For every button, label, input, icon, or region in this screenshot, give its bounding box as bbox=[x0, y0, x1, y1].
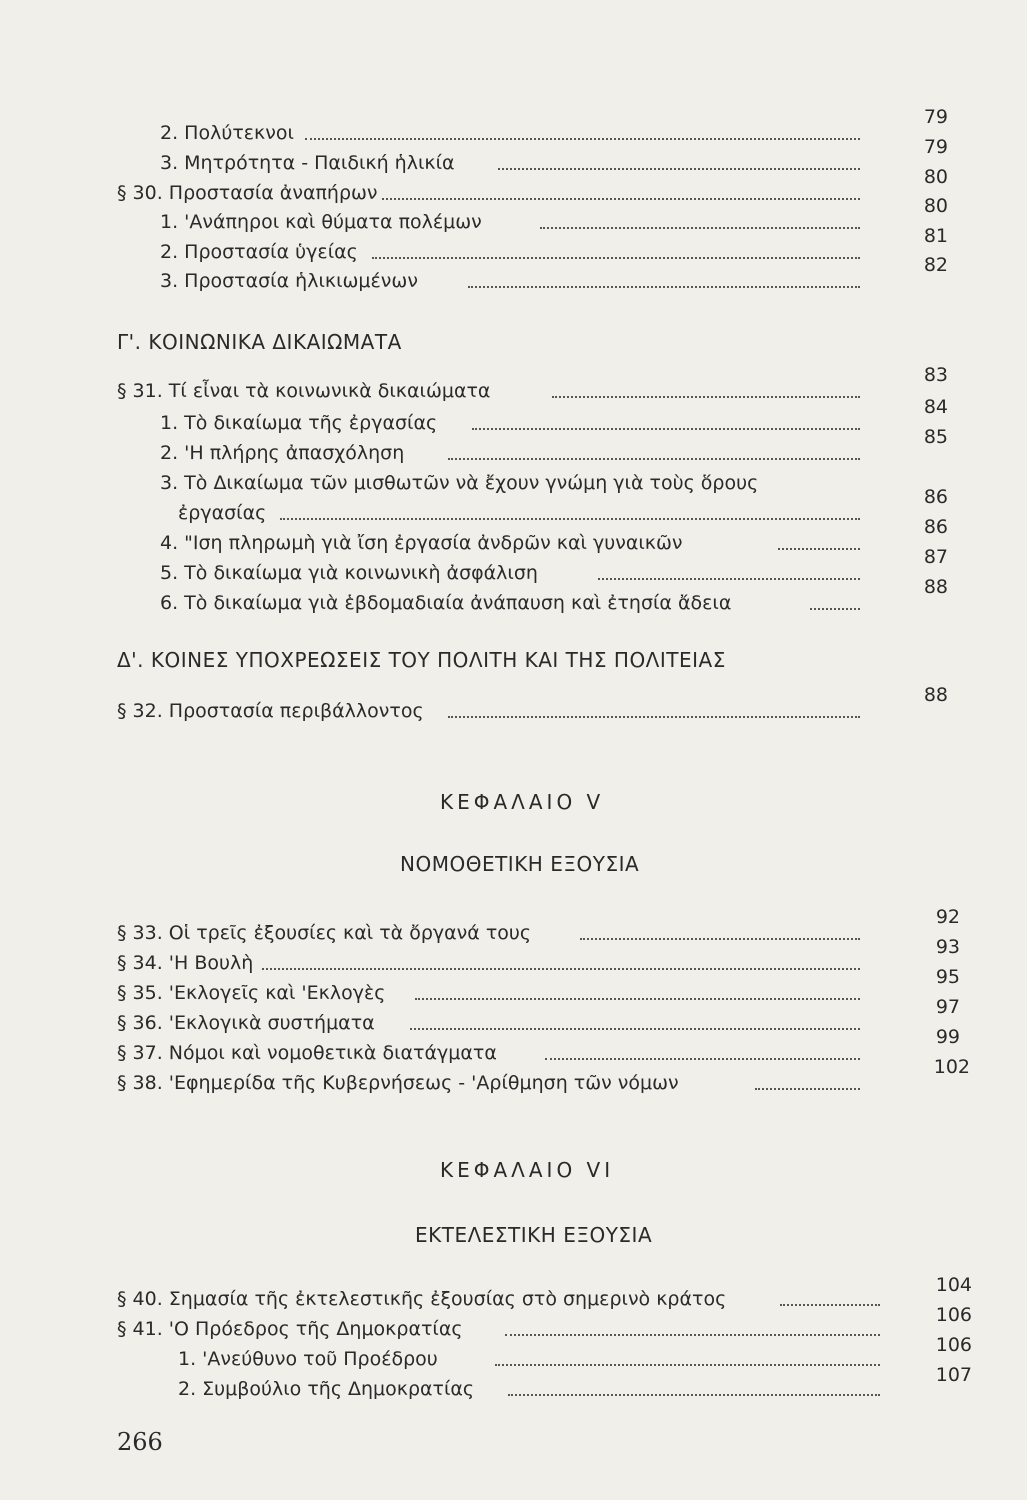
toc-entry bbox=[0, 936, 1027, 978]
chapter-title: ΚΕΦΑΛΑΙΟ VI bbox=[440, 1158, 615, 1182]
toc-entry bbox=[0, 225, 1027, 267]
page-number: 102 bbox=[933, 1056, 970, 1078]
dot-leader bbox=[262, 968, 860, 970]
toc-entry bbox=[0, 254, 1027, 296]
section-heading: Δ'. ΚΟΙΝΕΣ ΥΠΟΧΡΕΩΣΕΙΣ ΤΟΥ ΠΟΛΙΤΗ ΚΑΙ ΤΗΣ ΠΟΛΙΤΕΙΑΣ bbox=[117, 648, 726, 672]
page-number: 84 bbox=[923, 396, 948, 418]
entry-label: § 32. Προστασία περιβάλλοντος bbox=[117, 700, 424, 722]
page-number: 88 bbox=[923, 576, 948, 598]
entry-label: 1. 'Ανάπηροι καὶ θύματα πολέμων bbox=[160, 211, 482, 233]
toc-entry bbox=[0, 195, 1027, 237]
toc-entry bbox=[0, 1274, 1027, 1314]
entry-label: 3. Τὸ Δικαίωμα τῶν μισθωτῶν νὰ ἔχουν γνώμη γιὰ τοὺς ὅρους bbox=[160, 472, 759, 494]
dot-leader bbox=[280, 518, 860, 520]
entry-label: § 33. Οἱ τρεῖς ἐξουσίες καὶ τὰ ὄργανά τους bbox=[117, 922, 532, 944]
page-number: 92 bbox=[935, 906, 960, 928]
entry-label: § 36. 'Εκλογικὰ συστήματα bbox=[117, 1012, 375, 1034]
entry-label: § 37. Νόμοι καὶ νομοθετικὰ διατάγματα bbox=[117, 1042, 497, 1064]
dot-leader bbox=[755, 1088, 860, 1090]
dot-leader bbox=[472, 428, 860, 430]
dot-leader bbox=[372, 257, 860, 259]
toc-entry bbox=[0, 546, 1027, 588]
dot-leader bbox=[780, 1304, 880, 1306]
dot-leader bbox=[552, 396, 860, 398]
dot-leader bbox=[448, 458, 860, 460]
entry-label: 2. Πολύτεκνοι bbox=[160, 122, 294, 144]
page-number: 95 bbox=[935, 966, 960, 988]
toc-entry bbox=[0, 684, 1027, 726]
entry-label: § 31. Τί εἶναι τὰ κοινωνικὰ δικαιώματα bbox=[117, 380, 491, 402]
page-number: 97 bbox=[935, 996, 960, 1018]
toc-entry bbox=[0, 966, 1027, 1008]
toc-entry bbox=[0, 516, 1027, 558]
entry-label: 2. Προστασία ὑγείας bbox=[160, 241, 358, 263]
page-folio: 266 bbox=[117, 1428, 163, 1456]
page-number: 88 bbox=[923, 684, 948, 706]
dot-leader bbox=[305, 138, 860, 140]
toc-entry bbox=[0, 576, 1027, 618]
page-number: 80 bbox=[923, 195, 948, 217]
entry-label: ἐργασίας bbox=[178, 502, 267, 524]
dot-leader bbox=[382, 198, 860, 200]
entry-label: 2. Συμβούλιο τῆς Δημοκρατίας bbox=[178, 1378, 475, 1400]
page-number: 106 bbox=[935, 1304, 972, 1326]
toc-entry bbox=[0, 906, 1027, 948]
page-number: 86 bbox=[923, 486, 948, 508]
page-number: 80 bbox=[923, 166, 948, 188]
entry-label: § 40. Σημασία τῆς ἐκτελεστικῆς ἐξουσίας στὸ σημερινὸ κράτος bbox=[117, 1288, 727, 1310]
toc-entry bbox=[0, 364, 1027, 406]
page-number: 106 bbox=[935, 1334, 972, 1356]
page-number: 81 bbox=[923, 225, 948, 247]
page-number: 85 bbox=[923, 426, 948, 448]
page-number: 99 bbox=[935, 1026, 960, 1048]
dot-leader bbox=[498, 168, 860, 170]
page-number: 107 bbox=[935, 1364, 972, 1386]
dot-leader bbox=[505, 1334, 880, 1336]
toc-entry bbox=[0, 106, 1027, 148]
entry-label: § 35. 'Εκλογεῖς καὶ 'Εκλογὲς bbox=[117, 982, 386, 1004]
page-number: 79 bbox=[923, 136, 948, 158]
dot-leader bbox=[580, 938, 860, 940]
toc-entry bbox=[0, 426, 1027, 468]
page-number: 86 bbox=[923, 516, 948, 538]
entry-label: § 41. 'Ο Πρόεδρος τῆς Δημοκρατίας bbox=[117, 1318, 463, 1340]
entry-label: 2. 'Η πλήρης ἀπασχόληση bbox=[160, 442, 405, 464]
toc-entry bbox=[0, 1334, 1027, 1374]
toc-entry bbox=[0, 136, 1027, 178]
page-number: 83 bbox=[923, 364, 948, 386]
dot-leader bbox=[448, 716, 860, 718]
chapter-title: ΚΕΦΑΛΑΙΟ V bbox=[440, 790, 605, 814]
entry-label: § 30. Προστασία ἀναπήρων bbox=[117, 182, 378, 204]
dot-leader bbox=[810, 608, 860, 610]
page-number: 82 bbox=[923, 254, 948, 276]
page-number: 93 bbox=[935, 936, 960, 958]
dot-leader bbox=[495, 1364, 880, 1366]
page-number: 79 bbox=[923, 106, 948, 128]
entry-label: 1. Τὸ δικαίωμα τῆς ἐργασίας bbox=[160, 412, 438, 434]
dot-leader bbox=[598, 578, 860, 580]
entry-label: § 38. 'Εφημερίδα τῆς Κυβερνήσεως - 'Αρίθμηση τῶν νόμων bbox=[117, 1072, 679, 1094]
page-number: 87 bbox=[923, 546, 948, 568]
toc-entry bbox=[0, 1364, 1027, 1404]
dot-leader bbox=[778, 548, 860, 550]
dot-leader bbox=[415, 998, 860, 1000]
entry-label: 6. Τὸ δικαίωμα γιὰ ἑβδομαδιαία ἀνάπαυση καὶ ἐτησία ἄδεια bbox=[160, 592, 732, 614]
dot-leader bbox=[508, 1394, 880, 1396]
toc-entry bbox=[0, 486, 1027, 528]
dot-leader bbox=[410, 1028, 860, 1030]
entry-label: 3. Μητρότητα - Παιδική ἡλικία bbox=[160, 152, 455, 174]
toc-entry bbox=[0, 396, 1027, 438]
section-heading: ΝΟΜΟΘΕΤΙΚΗ ΕΞΟΥΣΙΑ bbox=[400, 852, 640, 876]
dot-leader bbox=[468, 286, 860, 288]
dot-leader bbox=[540, 227, 860, 229]
toc-entry bbox=[0, 1304, 1027, 1344]
page-number: 104 bbox=[935, 1274, 972, 1296]
entry-label: 3. Προστασία ἡλικιωμένων bbox=[160, 270, 418, 292]
toc-entry bbox=[0, 996, 1027, 1038]
toc-entry bbox=[0, 1026, 1027, 1068]
entry-label: 4. "Ιση πληρωμὴ γιὰ ἴση ἐργασία ἀνδρῶν καὶ γυναικῶν bbox=[160, 532, 683, 554]
entry-label: § 34. 'Η Βουλὴ bbox=[117, 952, 254, 974]
toc-entry bbox=[0, 1056, 1027, 1098]
dot-leader bbox=[545, 1058, 860, 1060]
section-heading: ΕΚΤΕΛΕΣΤΙΚΗ ΕΞΟΥΣΙΑ bbox=[415, 1223, 653, 1247]
section-heading: Γ'. ΚΟΙΝΩΝΙΚΑ ΔΙΚΑΙΩΜΑΤΑ bbox=[117, 330, 402, 354]
toc-entry bbox=[0, 468, 1027, 498]
entry-label: 1. 'Ανεύθυνο τοῦ Προέδρου bbox=[178, 1348, 438, 1370]
toc-entry bbox=[0, 166, 1027, 208]
entry-label: 5. Τὸ δικαίωμα γιὰ κοινωνικὴ ἀσφάλιση bbox=[160, 562, 538, 584]
